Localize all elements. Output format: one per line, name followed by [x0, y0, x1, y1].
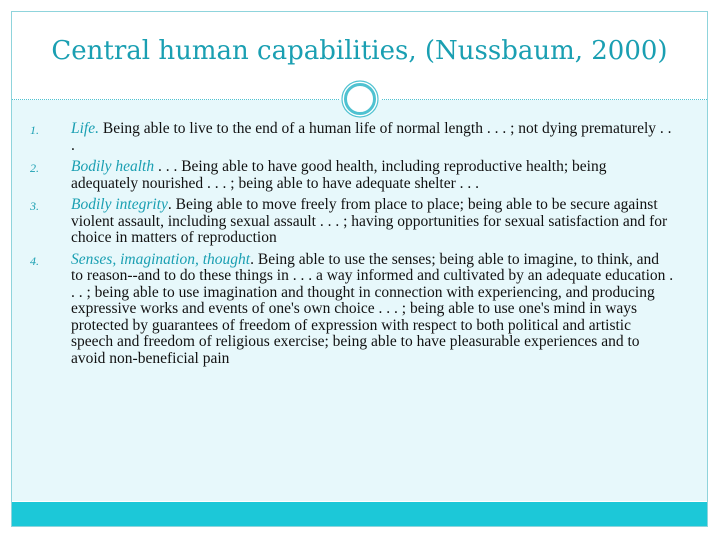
item-term: Life.	[71, 120, 99, 137]
capabilities-list	[24, 121, 674, 372]
item-text: . . . Being able to have good health, including reproductive health; being adequately nourished . . . ; being able to have adequate shelter . . .	[71, 158, 607, 192]
list-item	[24, 252, 674, 368]
title-divider-right	[382, 99, 707, 100]
list-item	[24, 159, 674, 192]
double-circle-ornament-icon	[339, 78, 381, 120]
list-item	[24, 197, 674, 247]
bottom-accent-bar	[12, 502, 707, 526]
slide-title: Central human capabilities, (Nussbaum, 2000)	[51, 36, 668, 66]
item-number: 1.	[30, 123, 39, 137]
list-item	[24, 121, 674, 154]
item-text: Being able to live to the end of a human life of normal length . . . ; not dying prematurely . . .	[71, 120, 672, 154]
item-term: Bodily integrity	[71, 196, 168, 213]
title-divider-left	[12, 99, 339, 100]
item-number: 3.	[30, 199, 39, 213]
item-text: . Being able to use the senses; being able to imagine, to think, and to reason--and to do these things in . . . a way informed and cultivated by an adequate education . . . ; being able to use imagination and thought in connection with experiencing, and producing expressive works and events of one's own choice . . . ; being able to use one's mind in ways protected by guarantees of freedom of expression with respect to both political and artistic speech and freedom of religious exercise; being able to have pleasurable experiences and to avoid non-beneficial pain	[71, 250, 674, 367]
item-number: 2.	[30, 161, 39, 175]
item-text: . Being able to move freely from place to place; being able to be secure against violent assault, including sexual assault . . . ; having opportunities for sexual satisfaction and for choice in matters of reproduction	[71, 196, 668, 246]
item-number: 4.	[30, 253, 39, 268]
item-term: Bodily health	[71, 158, 155, 175]
item-term: Senses, imagination, thought	[71, 250, 251, 268]
